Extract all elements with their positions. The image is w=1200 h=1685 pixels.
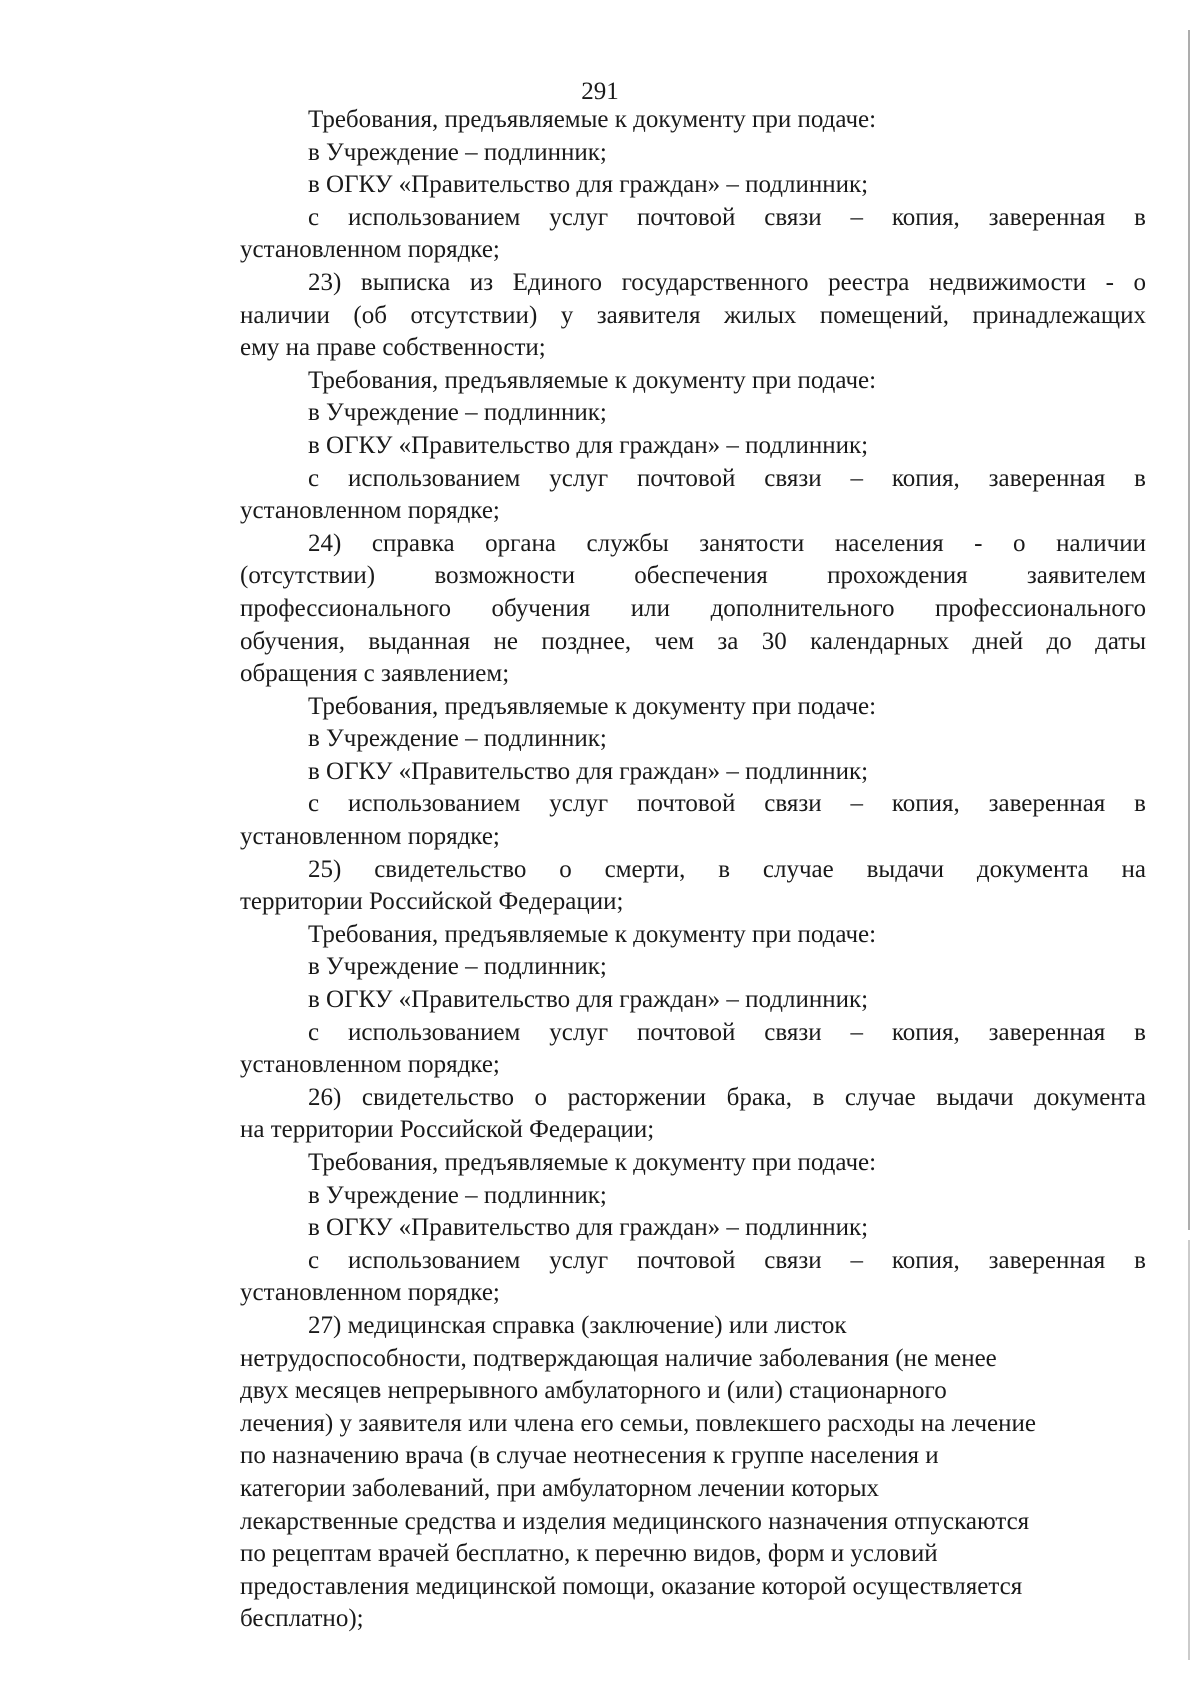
text-line: (отсутствии) возможности обеспечения прохождения заявителем — [240, 562, 1146, 590]
text-line: 25) свидетельство о смерти, в случае выдачи документа на — [308, 855, 1146, 883]
text-line: в ОГКУ «Правительство для граждан» – подлинник; — [308, 431, 869, 459]
text-line: 26) свидетельство о расторжении брака, в случае выдачи документа — [308, 1083, 1146, 1111]
scan-edge-line — [1188, 1240, 1190, 1660]
text-line: лекарственные средства и изделия медицинского назначения отпускаются — [240, 1507, 1030, 1535]
text-line: с использованием услуг почтовой связи – копия, заверенная в — [308, 1246, 1146, 1274]
text-line: наличии (об отсутствии) у заявителя жилых помещений, принадлежащих — [240, 301, 1146, 329]
text-line: с использованием услуг почтовой связи – копия, заверенная в — [308, 464, 1146, 492]
text-line: в Учреждение – подлинник; — [308, 399, 607, 427]
text-line: установленном порядке; — [240, 823, 500, 851]
text-line: бесплатно); — [240, 1605, 364, 1633]
text-line: Требования, предъявляемые к документу при подаче: — [308, 366, 877, 394]
text-line: в ОГКУ «Правительство для граждан» – подлинник; — [308, 1214, 869, 1242]
text-line: территории Российской Федерации; — [240, 888, 624, 916]
text-line: 24) справка органа службы занятости населения - о наличии — [308, 529, 1146, 557]
text-line: в Учреждение – подлинник; — [308, 1181, 607, 1209]
text-line: установленном порядке; — [240, 497, 500, 525]
text-line: с использованием услуг почтовой связи – копия, заверенная в — [308, 790, 1146, 818]
text-line: обращения с заявлением; — [240, 660, 510, 688]
text-line: лечения) у заявителя или члена его семьи, повлекшего расходы на лечение — [240, 1409, 1036, 1437]
text-line: в Учреждение – подлинник; — [308, 953, 607, 981]
scan-edge-line — [1188, 30, 1190, 1230]
text-line: установленном порядке; — [240, 1279, 500, 1307]
text-line: в ОГКУ «Правительство для граждан» – подлинник; — [308, 171, 869, 199]
text-line: установленном порядке; — [240, 236, 500, 264]
text-line: по рецептам врачей бесплатно, к перечню видов, форм и условий — [240, 1540, 938, 1568]
text-line: обучения, выданная не позднее, чем за 30 календарных дней до даты — [240, 627, 1146, 655]
text-line: предоставления медицинской помощи, оказание которой осуществляется — [240, 1572, 1023, 1600]
text-line: Требования, предъявляемые к документу при подаче: — [308, 106, 877, 133]
text-line: в Учреждение – подлинник; — [308, 725, 607, 753]
text-line: по назначению врача (в случае неотнесения к группе населения и — [240, 1442, 939, 1470]
text-line: установленном порядке; — [240, 1051, 500, 1079]
text-line: Требования, предъявляемые к документу при подаче: — [308, 692, 877, 720]
text-line: категории заболеваний, при амбулаторном лечении которых — [240, 1474, 880, 1502]
text-line: двух месяцев непрерывного амбулаторного и (или) стационарного — [240, 1377, 947, 1405]
text-line: с использованием услуг почтовой связи – копия, заверенная в — [308, 1018, 1146, 1046]
text-line: нетрудоспособности, подтверждающая наличие заболевания (не менее — [240, 1344, 997, 1372]
page-number: 291 — [581, 78, 619, 105]
text-line: Требования, предъявляемые к документу при подаче: — [308, 920, 877, 948]
document-body — [240, 104, 1146, 1636]
text-line: ему на праве собственности; — [240, 334, 546, 362]
text-line: в ОГКУ «Правительство для граждан» – подлинник; — [308, 986, 869, 1014]
text-line: на территории Российской Федерации; — [240, 1116, 655, 1144]
text-line: 23) выписка из Единого государственного реестра недвижимости - о — [308, 268, 1146, 296]
text-line: в ОГКУ «Правительство для граждан» – подлинник; — [308, 757, 869, 785]
text-line: профессионального обучения или дополнительного профессионального — [240, 594, 1146, 622]
text-line: с использованием услуг почтовой связи – копия, заверенная в — [308, 203, 1146, 231]
text-line: Требования, предъявляемые к документу при подаче: — [308, 1149, 877, 1176]
text-line: 27) медицинская справка (заключение) или листок — [308, 1311, 847, 1339]
text-line: в Учреждение – подлинник; — [308, 138, 607, 166]
